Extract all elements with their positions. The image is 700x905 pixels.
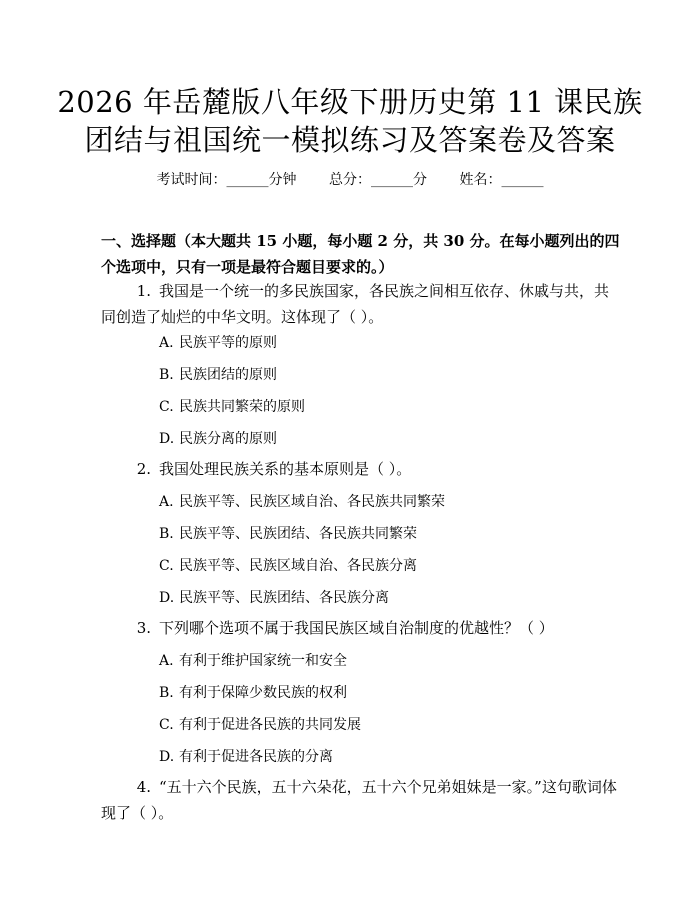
option-text: 民族团结的原则: [179, 367, 277, 383]
question-2-option-c: [159, 556, 417, 576]
option-text: 有利于促进各民族的分离: [179, 749, 333, 765]
question-4: [101, 774, 621, 826]
document-title-line-2: 团结与祖国统一模拟练习及答案卷及答案: [84, 123, 616, 157]
question-1-option-d: [159, 429, 277, 449]
question-text: 我国是一个统一的多民族国家，各民族之间相互依存、休戚与共，共同创造了灿烂的中华文明。这体现了（ ）。: [101, 282, 610, 326]
option-text: 民族平等、民族区域自治、各民族分离: [179, 558, 417, 574]
option-letter: D.: [159, 431, 175, 447]
option-letter: C.: [159, 399, 174, 415]
question-text: “五十六个民族，五十六朵花，五十六个兄弟姐妹是一家。”这句歌词体现了（ ）。: [101, 778, 617, 822]
document-title-line-1: 2026 年岳麓版八年级下册历史第 11 课民族: [57, 85, 643, 119]
question-2-option-b: [159, 524, 417, 544]
question-number: 3.: [136, 619, 151, 637]
exam-total-score: 总分：______分: [329, 172, 427, 188]
question-3-option-d: [159, 747, 333, 767]
question-2-option-d: [159, 588, 389, 608]
question-text: 我国处理民族关系的基本原则是（ ）。: [159, 460, 412, 478]
question-3-option-a: [159, 651, 347, 671]
question-number: 4.: [136, 778, 151, 796]
option-letter: A.: [159, 335, 174, 351]
option-letter: D.: [159, 590, 175, 606]
question-1-option-b: [159, 365, 277, 385]
option-text: 民族平等、民族团结、各民族分离: [179, 590, 389, 606]
student-name: 姓名：______: [459, 172, 544, 188]
option-text: 民族共同繁荣的原则: [179, 399, 305, 415]
option-letter: A.: [159, 494, 174, 510]
option-text: 有利于维护国家统一和安全: [179, 653, 347, 669]
option-letter: B.: [159, 526, 174, 542]
question-2-option-a: [159, 492, 445, 512]
question-3-option-b: [159, 683, 347, 703]
option-letter: C.: [159, 717, 174, 733]
option-text: 有利于保障少数民族的权利: [179, 685, 347, 701]
option-letter: B.: [159, 685, 174, 701]
exam-meta: [0, 169, 700, 189]
option-text: 有利于促进各民族的共同发展: [179, 717, 361, 733]
question-1: [101, 278, 621, 330]
section-heading: 一、选择题（本大题共 15 小题，每小题 2 分，共 30 分。在每小题列出的四个选项中，只有一项是最符合题目要求的。）: [101, 232, 620, 276]
question-2: [101, 456, 621, 482]
question-3: [101, 615, 621, 641]
question-3-option-c: [159, 715, 361, 735]
option-letter: A.: [159, 653, 174, 669]
question-text: 下列哪个选项不属于我国民族区域自治制度的优越性？（ ）: [159, 619, 554, 637]
question-1-option-c: [159, 397, 305, 417]
option-text: 民族平等的原则: [179, 335, 277, 351]
exam-time: 考试时间：______分钟: [156, 172, 297, 188]
option-text: 民族平等、民族区域自治、各民族共同繁荣: [179, 494, 445, 510]
question-1-option-a: [159, 333, 277, 353]
option-text: 民族分离的原则: [179, 431, 277, 447]
option-letter: D.: [159, 749, 175, 765]
option-letter: C.: [159, 558, 174, 574]
option-letter: B.: [159, 367, 174, 383]
option-text: 民族平等、民族团结、各民族共同繁荣: [179, 526, 417, 542]
question-number: 1.: [136, 282, 151, 300]
question-number: 2.: [136, 460, 151, 478]
